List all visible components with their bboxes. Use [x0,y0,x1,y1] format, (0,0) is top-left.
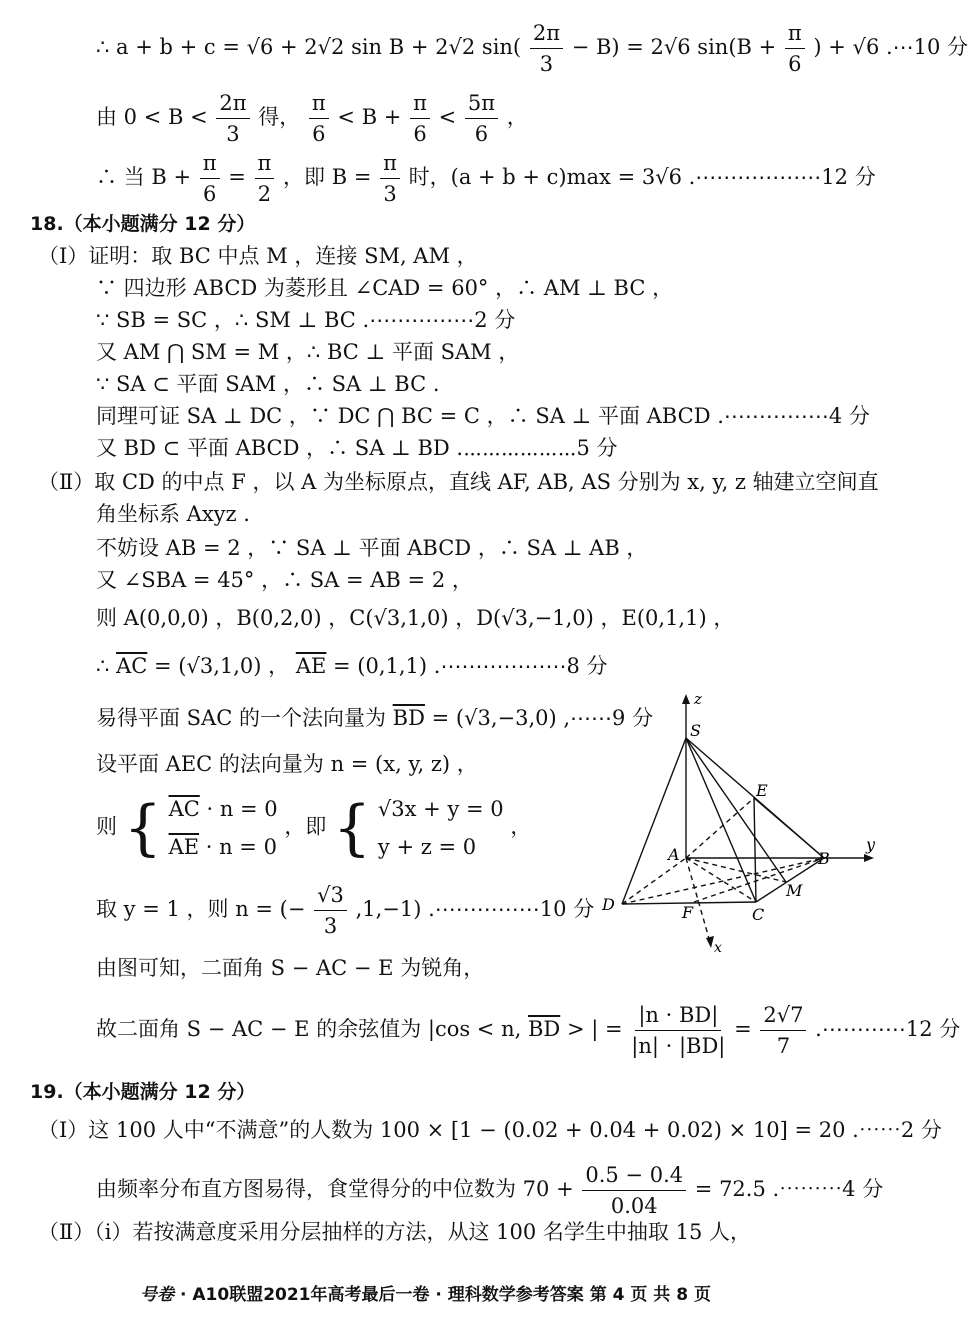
fraction: $\frac{\pi}{6}$ [200,148,220,209]
solution-line-2: 由 0 < B < $\frac{2\pi}{3}$ 得， $\frac{\pi}{6}$ < B + $\frac{\pi}{6}$ < $\frac{5\pi}{6}$ ， [96,88,528,149]
logo: 号卷 [140,1285,174,1305]
q18-line-8: （Ⅱ）取 CD 的中点 F ，以 A 为坐标原点，直线 AF, AB, AS 分别为 x, y, z 轴建立空间直 [38,470,879,494]
q18-line-5: ∵ SA ⊂ 平面 SAM ，∴ SA ⊥ BC . [96,372,440,396]
fraction: $\frac{2\pi}{3}$ [216,88,249,149]
solution-line-3: ∴ 当 B + $\frac{\pi}{6}$ = $\frac{\pi}{2}$ ，即 B = $\frac{\pi}{3}$ 时，(a + b + c)max = 3√6 .⋯⋯⋯⋯⋯⋯12 分 [96,148,876,209]
label-x: x [714,940,722,956]
label-e: E [756,781,768,800]
edge-ae [686,798,754,858]
edge-sc [686,738,756,902]
edge-ec [754,798,756,902]
q18-line-9: 角坐标系 Axyz . [96,502,250,526]
edge-sd [622,738,686,904]
q18-line-6: 同理可证 SA ⊥ DC ，∵ DC ⋂ BC = C ，∴ SA ⊥ 平面 ABCD .⋯⋯⋯⋯⋯4 分 [96,404,870,428]
fraction: $\frac{2√7}{7}$ [760,1000,806,1061]
fraction: $\frac{\pi}{6}$ [309,88,329,149]
label-y: y [866,835,876,854]
fraction: $\frac{\pi}{2}$ [255,148,275,209]
q18-line-1: （Ⅰ）证明：取 BC 中点 M ，连接 SM, AM ， [38,244,478,268]
fraction: $\frac{|n \cdot BD|}{|n| \cdot |BD|}$ [631,1000,725,1061]
fraction: $\frac{\pi}{6}$ [410,88,430,149]
q18-line-3: ∵ SB = SC ，∴ SM ⊥ BC .⋯⋯⋯⋯⋯2 分 [96,308,516,332]
q18-line-17: 取 y = 1 ，则 n = (− $\frac{√3}{3}$ ,1,−1) .⋯⋯⋯⋯⋯10 分 [96,880,594,941]
pyramid-figure [598,690,898,970]
page-footer [140,1280,711,1305]
label-c: C [752,905,765,924]
q18-line-2: ∵ 四边形 ABCD 为菱形且 ∠CAD = 60° ，∴ AM ⊥ BC ， [96,276,674,300]
fraction: $\frac{√3}{3}$ [314,880,347,941]
q19-line-2: 由频率分布直方图易得，食堂得分的中位数为 70 + $\frac{0.5 - 0.4}{0.04}$ = 72.5 .⋯⋯⋯4 分 [96,1160,883,1221]
edge-eb [754,798,824,858]
fraction: $\frac{5\pi}{6}$ [465,88,498,149]
label-f: F [682,903,694,922]
label-s: S [690,721,701,740]
vector-ac: $\overline{AC}$ [116,654,148,678]
edge-sm [686,738,786,882]
q18-line-19: 故二面角 S − AC − E 的余弦值为 |cos < n, $\overline{BD}$ > | = $\frac{|n \cdot BD|}{|n| \cdot |BD|}$ = $\frac{2√7}{7}$ .⋯⋯⋯⋯12 分 [96,1000,960,1061]
q19-line-3: （Ⅱ）（ⅰ）若按满意度采用分层抽样的方法，从这 100 名学生中抽取 15 人， [38,1220,751,1244]
fraction: $\frac{\pi}{6}$ [785,18,805,79]
q18-line-16: 则 { $\overline{AC} \cdot n = 0$ $\overline{AE} \cdot n = 0$ ，即 { √3x + y = 0 y + z = 0 ， [96,790,531,866]
label-b: B [818,849,830,868]
vector-bd: $\overline{BD}$ [392,706,425,730]
q18-line-18: 由图可知，二面角 S − AC − E 为锐角， [96,956,485,980]
equation-system-1: $\overline{AC} \cdot n = 0$ $\overline{AE} \cdot n = 0$ [168,797,278,859]
solution-line-1: ∴ a + b + c = √6 + 2√2 sin B + 2√2 sin( $\frac{2\pi}{3}$ − B) = 2√6 sin(B + $\frac{\pi}{6}$ ) + √6 .⋯10 分 [96,18,968,79]
question-19-title: 19.（本小题满分 12 分） [30,1081,256,1103]
q19-line-1: （Ⅰ）这 100 人中“不满意”的人数为 100 × [1 − (0.02 + 0.04 + 0.02) × 10] = 20 .⋯⋯2 分 [38,1118,942,1142]
q18-line-7: 又 BD ⊂ 平面 ABCD ，∴ SA ⊥ BD .⋯⋯⋯⋯⋯⋯5 分 [96,436,618,460]
label-a: A [668,845,680,864]
q18-line-4: 又 AM ⋂ SM = M ，∴ BC ⊥ 平面 SAM ， [96,340,520,364]
fraction: $\frac{\pi}{3}$ [380,148,400,209]
fraction: $\frac{0.5 - 0.4}{0.04}$ [582,1160,686,1221]
q18-line-10: 不妨设 AB = 2 ，∵ SA ⊥ 平面 ABCD ，∴ SA ⊥ AB ， [96,536,648,560]
footer-text: · A10联盟2021年高考最后一卷 · 理科数学参考答案 第 4 页 共 8 页 [180,1285,711,1305]
q18-line-14: 易得平面 SAC 的一个法向量为 $\overline{BD} = (√3,-3,0)$ ,⋯⋯9 分 [96,706,654,730]
equation-system-2: √3x + y = 0 y + z = 0 [377,797,504,859]
vector-ae: $\overline{AE}$ [295,654,327,678]
q18-line-12: 则 A(0,0,0) ，B(0,2,0) ，C(√3,1,0) ，D(√3,−1,0) ，E(0,1,1) ， [96,606,735,630]
q18-line-11: 又 ∠SBA = 45° ，∴ SA = AB = 2 ， [96,568,473,592]
q18-line-13: ∴ $\overline{AC} = (√3,1,0)$ ， $\overline{AE} = (0,1,1)$ .⋯⋯⋯⋯⋯⋯8 分 [96,654,608,678]
label-z: z [694,690,702,708]
label-m: M [786,881,803,900]
label-d: D [602,895,615,914]
fraction: $\frac{2\pi}{3}$ [530,18,563,79]
question-18-title: 18.（本小题满分 12 分） [30,213,256,235]
q18-line-15: 设平面 AEC 的法向量为 n = (x, y, z) ， [96,752,478,776]
